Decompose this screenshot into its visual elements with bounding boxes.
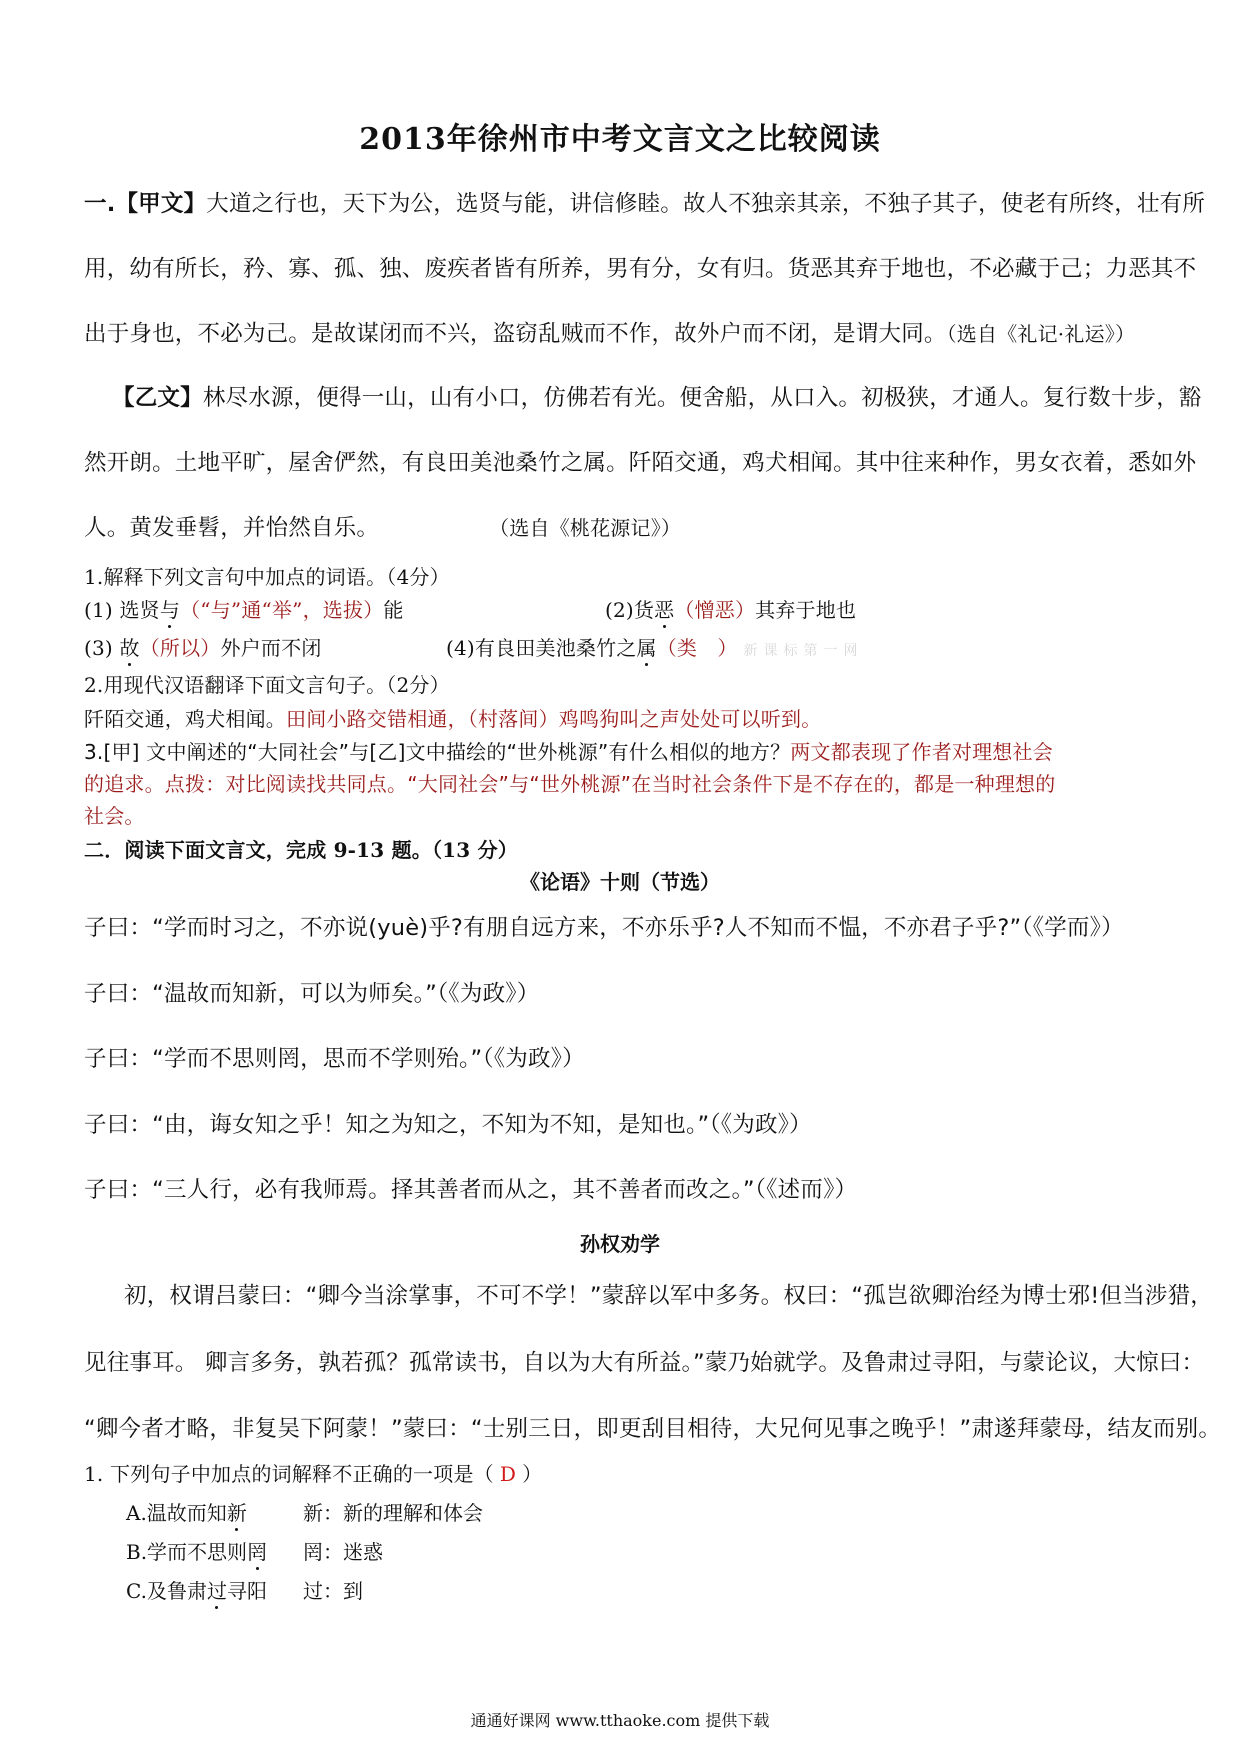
mc-question bbox=[84, 1458, 542, 1487]
option-a-pre: A.温故而知 bbox=[126, 1501, 227, 1525]
q3-line-1 bbox=[84, 736, 1053, 765]
q1-item-c bbox=[84, 632, 322, 661]
option-c-explanation: 过：到 bbox=[303, 1579, 363, 1603]
q2-answer: 田间小路交错相通，（村落间）鸡鸣狗叫之声处处可以听到。 bbox=[286, 707, 822, 731]
yi-line-2: 然开朗。土地平旷，屋舍俨然，有良田美池桑竹之属。阡陌交通，鸡犬相闻。其中往来种作，男女衣着，悉如外 bbox=[84, 450, 1197, 476]
option-a bbox=[126, 1497, 247, 1526]
jia-line-3 bbox=[84, 316, 1135, 348]
q1-item-a bbox=[84, 594, 404, 623]
sunquan-line-1: 初，权谓吕蒙曰：“卿今当涂掌事，不可不学！”蒙辞以军中多务。权曰：“孤岂欲卿治经为博士邪!但当涉猎， bbox=[124, 1283, 1213, 1309]
lunyu-line-2: 子曰：“温故而知新，可以为师矣。”（《为政》） bbox=[84, 981, 540, 1007]
yi-line-1 bbox=[112, 380, 1202, 412]
option-a-explanation: 新：新的理解和体会 bbox=[303, 1501, 483, 1525]
q2-line bbox=[84, 703, 821, 732]
q3-question: 3.[甲] 文中阐述的“大同社会”与[乙]文中描绘的“世外桃源”有什么相似的地方？ bbox=[84, 740, 791, 764]
q1-a-pre: (1) 选贤 bbox=[84, 598, 160, 622]
yi-label: 【乙文】 bbox=[112, 385, 203, 411]
q3-answer-1: 两文都表现了作者对理想社会 bbox=[790, 740, 1053, 764]
q1-c-dotted: 故 bbox=[119, 636, 140, 660]
sunquan-title: 孙权劝学 bbox=[580, 1232, 660, 1256]
q1-c-answer: （所以） bbox=[139, 636, 221, 660]
page-footer: 通通好课网 www.tthaoke.com 提供下载 bbox=[470, 1711, 770, 1730]
q1-c-pre: (3) bbox=[84, 636, 120, 660]
option-c-post: 寻阳 bbox=[226, 1579, 267, 1603]
q3-answer-2: 的追求。点拨：对比阅读找共同点。“大同社会”与“世外桃源”在当时社会条件下是不存在的，都是一种理想的 bbox=[84, 772, 1056, 796]
yi-text-3: 人。黄发垂髫，并怡然自乐。 bbox=[84, 515, 380, 541]
option-b-explanation: 罔：迷惑 bbox=[303, 1540, 383, 1564]
q1-b-answer: （憎恶） bbox=[674, 598, 756, 622]
jia-source: （选自《礼记·礼运》） bbox=[946, 322, 1136, 346]
q1-a-answer: （“与”通“举”，选拔） bbox=[180, 598, 384, 622]
option-b-pre: B.学而不思则 bbox=[126, 1540, 248, 1564]
jia-line-1 bbox=[84, 186, 1205, 218]
option-c-pre: C.及鲁肃 bbox=[126, 1579, 207, 1603]
q1-d-answer: （类 ） bbox=[656, 636, 738, 660]
lunyu-line-5: 子曰：“三人行，必有我师焉。择其善者而从之，其不善者而改之。”（《述而》） bbox=[84, 1177, 858, 1203]
yi-text-1: 林尽水源，便得一山，山有小口，仿佛若有光。便舍船，从口入。初极狭，才通人。复行数十步，豁 bbox=[202, 385, 1202, 411]
sunquan-line-3: “卿今者才略，非复吴下阿蒙！”蒙曰：“士别三日，即更刮目相待，大兄何见事之晚乎！”肃遂拜蒙母，结友而别。 bbox=[84, 1416, 1222, 1442]
q1-d-dotted: 属 bbox=[636, 636, 657, 660]
q3-answer-3: 社会。 bbox=[84, 804, 145, 828]
jia-line-2: 用，幼有所长，矜、寡、孤、独、废疾者皆有所养，男有分，女有归。货恶其弃于地也，不必藏于己；力恶其不 bbox=[84, 256, 1197, 282]
mc-close-paren: ） bbox=[522, 1462, 543, 1486]
mc-question-text: 1. 下列句子中加点的词解释不正确的一项是（ bbox=[84, 1462, 494, 1486]
part1-heading: 一.【甲文】 bbox=[84, 191, 207, 217]
option-c-dotted: 过 bbox=[206, 1579, 227, 1603]
yi-source: （选自《桃花源记》） bbox=[499, 516, 682, 540]
q1-b-post: 其弃于地也 bbox=[755, 598, 857, 622]
page-title: 2013年徐州市中考文言文之比较阅读 bbox=[359, 122, 881, 157]
option-b-dotted: 罔 bbox=[247, 1540, 268, 1564]
mc-answer: D bbox=[499, 1462, 517, 1486]
option-a-dotted: 新 bbox=[226, 1501, 247, 1525]
lunyu-line-1: 子曰：“学而时习之，不亦说(yuè)乎?有朋自远方来，不亦乐乎?人不知而不愠，不亦君子乎?”（《学而》） bbox=[84, 915, 1124, 941]
lunyu-line-3: 子曰：“学而不思则罔，思而不学则殆。”（《为政》） bbox=[84, 1046, 585, 1072]
part2-heading: 二．阅读下面文言文，完成 9-13 题。（13 分） bbox=[84, 838, 518, 862]
q1-c-post: 外户而不闭 bbox=[220, 636, 322, 660]
jia-text-1: 大道之行也，天下为公，选贤与能，讲信修睦。故人不独亲其亲，不独子其子，使老有所终，壮有所 bbox=[206, 191, 1206, 217]
option-c bbox=[126, 1575, 267, 1604]
q1-b-pre: (2)货 bbox=[605, 598, 655, 622]
yi-line-3 bbox=[84, 510, 681, 542]
lunyu-title: 《论语》十则（节选） bbox=[520, 870, 720, 894]
q1-a-dotted: 与 bbox=[159, 598, 181, 622]
q2-sentence: 阡陌交通，鸡犬相闻。 bbox=[84, 707, 286, 731]
sunquan-line-2: 见往事耳。 卿言多务，孰若孤？孤常读书，自以为大有所益。”蒙乃始就学。及鲁肃过寻阳，与蒙论议，大惊曰： bbox=[84, 1350, 1205, 1376]
q1-d-pre: (4)有良田美池桑竹之 bbox=[446, 636, 637, 660]
jia-text-3: 出于身也，不必为己。是故谋闭而不兴，盗窃乱贼而不作，故外户而不闭，是谓大同。 bbox=[84, 321, 947, 347]
option-b bbox=[126, 1536, 267, 1565]
question-1: 1.解释下列文言句中加点的词语。（4分） bbox=[84, 565, 450, 589]
q1-item-b bbox=[605, 594, 856, 623]
watermark-text: 新课标第一网 bbox=[743, 643, 864, 659]
lunyu-line-4: 子曰：“由，诲女知之乎！知之为知之，不知为不知，是知也。”（《为政》） bbox=[84, 1112, 812, 1138]
q1-b-dotted: 恶 bbox=[654, 598, 675, 622]
question-2: 2.用现代汉语翻译下面文言句子。（2分） bbox=[84, 673, 450, 697]
q1-item-d bbox=[446, 632, 864, 661]
q1-a-post: 能 bbox=[383, 598, 404, 622]
